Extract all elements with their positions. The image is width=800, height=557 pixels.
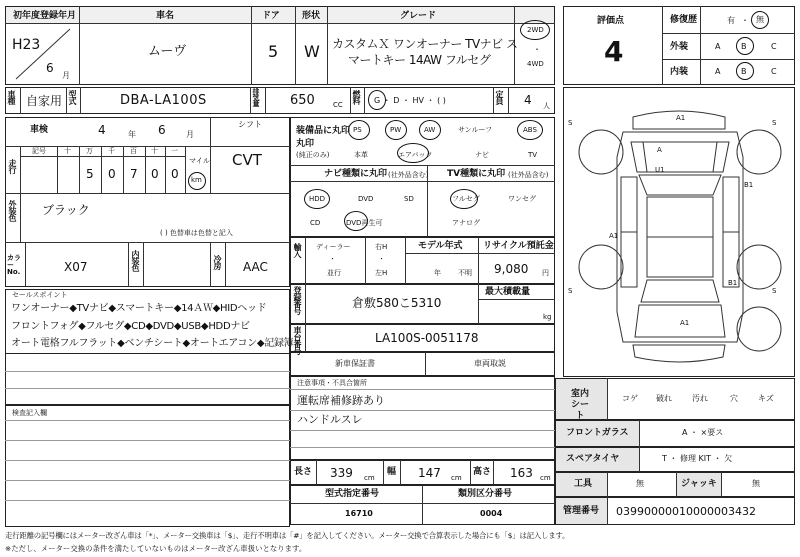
fuel-g-circle: [368, 90, 386, 110]
inspection-label: 車検: [30, 125, 49, 135]
model-label: 型式: [68, 90, 77, 104]
registration-value: 倉敷580こ5310: [352, 296, 442, 310]
footer-line-1: 走行距離の記号欄にはメーター改ざん車は「*」、メーター交換車は「$」、走行不明車は「#」を記入してください。メーター交換で合算表示した場合にも「$」は記入します。: [5, 531, 570, 540]
inspection-year-unit: 年: [128, 130, 136, 139]
diagram-u1: U1: [655, 166, 665, 174]
navi-sd: SD: [404, 195, 414, 203]
color-no-value: X07: [64, 260, 88, 274]
diagram-s-1: S: [568, 119, 573, 127]
diagram-a1-front: A1: [676, 114, 686, 122]
grade-line-1: カスタムＸ ワンオーナー TVナビ ス: [332, 37, 518, 51]
import-dot-2: ・: [378, 255, 385, 263]
mileage-header-0: 記号: [32, 147, 46, 155]
inspector-box: [5, 405, 290, 527]
model-year-unknown: 不明: [458, 269, 472, 277]
repair-dot: ・: [741, 16, 749, 25]
seat-tear: 破れ: [656, 394, 672, 403]
color-label: 外装色: [8, 200, 17, 221]
navi-sub: (社外品含む): [388, 171, 429, 179]
equip-airbag: エアバック: [398, 151, 433, 159]
navi-hdd: HDD: [309, 195, 326, 203]
first-reg-month-unit: 月: [62, 71, 70, 80]
sales-point-line-3: オート電格フルフラット◆ベンチシート◆オートエアコン◆記録簿: [11, 338, 294, 349]
type-no-value: 16710: [345, 509, 373, 518]
color-note: ( ) 色替車は色替と記入: [160, 229, 233, 237]
sales-point-line-2: フロントフォグ◆フルセグ◆CD◆DVD◆USB◆HDDナビ: [11, 321, 250, 332]
interior-color-label: 内装色: [131, 250, 140, 271]
first-reg-era: H23: [12, 37, 41, 53]
height-value: 163: [510, 466, 533, 480]
registration-label: 登録番号: [293, 286, 302, 314]
car-diagram: [563, 87, 795, 377]
import-label: 輸入: [293, 243, 302, 257]
displacement-value: 650: [290, 93, 315, 108]
chassis-value: LA100S-0051178: [375, 331, 479, 345]
diagram-a1-rear: A1: [680, 319, 690, 327]
drive-2wd: 2WD: [527, 26, 544, 34]
navi-dvd: DVD: [358, 195, 374, 203]
jack-label: ジャッキ: [681, 479, 717, 489]
max-load-label: 最大積載量: [485, 287, 531, 297]
usage-label: 車種: [7, 90, 16, 104]
import-dot: ・: [329, 255, 336, 263]
mileage-header-4: 百: [130, 147, 137, 155]
fuel-options: G ・ D ・ HV ・ ( ): [374, 96, 446, 105]
score-value: 4: [604, 35, 624, 68]
diagram-s-2: S: [772, 119, 777, 127]
equip-ps: PS: [353, 126, 362, 134]
first-reg-label: 初年度登録年月: [13, 11, 77, 21]
notes-label: 注意事項・不具合箇所: [297, 379, 367, 387]
mileage-label: 走行: [8, 159, 17, 173]
spec-row: [5, 87, 555, 114]
grade-label: グレード: [400, 11, 437, 21]
spare-tire-value: T ・ 修理 KIT ・ 欠: [662, 454, 733, 463]
tv-analog: アナログ: [452, 219, 480, 227]
equip-leather: 本革: [354, 151, 368, 159]
tools-label: 工具: [574, 479, 593, 489]
equipment-label: 装備品に丸印: [296, 126, 351, 136]
equip-navi: ナビ: [475, 151, 489, 159]
diagram-b1-rear: B1: [728, 279, 738, 287]
exterior-b: B: [741, 42, 747, 51]
height-unit: cm: [540, 474, 551, 482]
equip-sunroof: サンルーフ: [458, 126, 493, 134]
interior-c: C: [771, 67, 777, 76]
length-value: 339: [330, 466, 353, 480]
seat-hole: 穴: [730, 394, 738, 403]
import-dealer: ディーラー: [316, 243, 351, 251]
repair-label: 修復歴: [670, 15, 698, 25]
drive-4wd: 4WD: [527, 60, 544, 68]
width-label: 幅: [387, 467, 397, 477]
mileage-header-6: 一: [171, 147, 178, 155]
windshield-label: フロントガラス: [566, 428, 629, 438]
import-left-h: 左H: [375, 269, 388, 277]
mileage-unit: km: [191, 176, 202, 184]
blank-lines-box: [5, 354, 290, 405]
first-reg-month: 6: [46, 61, 54, 75]
model-year-unit: 年: [434, 269, 441, 277]
model-year-label: モデル年式: [418, 241, 463, 251]
ac-value: AAC: [243, 260, 268, 274]
doors-label: ドア: [262, 11, 280, 21]
shape-value: W: [304, 42, 320, 61]
equip-tv: TV: [528, 151, 538, 159]
inspection-month-unit: 月: [186, 130, 194, 139]
capacity-value: 4: [524, 93, 532, 107]
spare-tire-label: スペアタイヤ: [566, 454, 620, 464]
jack-value: 無: [752, 479, 760, 488]
recycle-label: リサイクル預託金: [483, 241, 554, 251]
mileage-digit-6: 0: [171, 167, 179, 181]
sales-point-line-1: ワンオーナー◆TVナビ◆スマートキー◆14ＡＷ◆HIDヘッド: [11, 303, 267, 314]
tv-oneseg: ワンセグ: [508, 195, 536, 203]
diagram-b1-right: B1: [744, 181, 754, 189]
equip-pw: PW: [390, 126, 402, 134]
mileage-unit-label: マイル: [189, 157, 210, 165]
drive-dot: ・: [533, 45, 541, 54]
windshield-value: A ・ ×要ス: [682, 428, 724, 437]
tv-fullseg: フルセグ: [452, 195, 480, 203]
mileage-header-5: 十: [151, 147, 158, 155]
diagram-s-4: S: [772, 287, 777, 295]
interior-a: A: [715, 67, 721, 76]
displacement-label: 排気量: [252, 88, 260, 106]
diagram-s-3: S: [568, 287, 573, 295]
car-name: ムーヴ: [148, 44, 187, 59]
diagram-a1-side: A1: [609, 232, 619, 240]
capacity-unit: 人: [543, 102, 550, 110]
exterior-a: A: [715, 42, 721, 51]
usage-value: 自家用: [26, 94, 63, 108]
warranty-row: [290, 352, 555, 376]
length-unit: cm: [364, 474, 375, 482]
score-label: 評価点: [597, 16, 625, 26]
inspection-month: 6: [158, 123, 166, 137]
grade-line-2: マートキー 14AW フルセグ: [348, 53, 491, 67]
navi-dvd-play: DVD再生可: [346, 219, 383, 227]
diagram-a: A: [657, 146, 662, 154]
type-no-label: 型式指定番号: [325, 489, 380, 499]
mileage-digit-4: 7: [130, 167, 138, 181]
navi-label: ナビ種類に丸印: [324, 169, 388, 179]
mileage-header-2: 万: [86, 147, 93, 155]
height-label: 高さ: [473, 467, 492, 477]
footer-line-2: ※ただし、メーター交換の条件を満たしていないものはメーター改ざん車扱いとなります。: [5, 544, 307, 553]
color-no-label: カラーNo.: [7, 254, 21, 276]
import-parallel: 並行: [327, 269, 341, 277]
navi-cd: CD: [310, 219, 321, 227]
max-load-unit: kg: [543, 313, 552, 321]
tools-value: 無: [636, 479, 644, 488]
mileage-digit-3: 0: [108, 167, 116, 181]
recycle-unit: 円: [542, 269, 549, 277]
displacement-unit: CC: [333, 101, 343, 109]
recycle-value: 9,080: [494, 262, 529, 276]
class-no-value: 0004: [480, 509, 503, 518]
width-value: 147: [418, 466, 441, 480]
tv-sub: (社外品含む): [508, 171, 549, 179]
interior-b: B: [741, 67, 747, 76]
seat-dirt: 汚れ: [692, 394, 708, 403]
note-line-1: 運転席補修跡あり: [297, 394, 385, 407]
capacity-label: 定員: [495, 90, 504, 104]
model-value: DBA-LA100S: [120, 93, 207, 108]
fuel-label: 燃料: [352, 90, 361, 104]
equipment-label-2: 丸印: [296, 139, 315, 149]
color-value: ブラック: [42, 203, 90, 217]
mileage-digit-2: 5: [86, 167, 94, 181]
car-name-label: 車名: [156, 11, 175, 21]
inspector-label: 検査記入欄: [12, 409, 47, 417]
interior-label: 内装: [670, 67, 689, 77]
shift-value: CVT: [232, 151, 262, 169]
note-line-2: ハンドルスレ: [297, 413, 363, 426]
sales-points-label: セールスポイント: [12, 291, 68, 299]
seat-burn: コゲ: [622, 394, 638, 403]
equip-aw: AW: [424, 126, 436, 134]
management-value: 03990000010000003432: [616, 505, 756, 518]
inspection-year: 4: [98, 123, 106, 137]
shape-label: 形状: [302, 11, 321, 21]
vehicle-manual: 車両取説: [474, 359, 506, 368]
equip-abs: ABS: [523, 126, 537, 134]
shift-label: シフト: [238, 120, 262, 129]
tv-label: TV種類に丸印: [447, 169, 506, 179]
chassis-label: 車台番号: [293, 326, 302, 354]
doors-value: 5: [268, 42, 279, 61]
length-label: 長さ: [294, 467, 313, 477]
repair-no: 無: [756, 15, 764, 24]
exterior-c: C: [771, 42, 777, 51]
equipment-sub: (純正のみ): [296, 151, 330, 159]
class-no-label: 類別区分番号: [458, 489, 513, 499]
width-unit: cm: [451, 474, 462, 482]
mileage-header-1: 十: [64, 147, 71, 155]
seat-scratch: キズ: [758, 394, 774, 403]
repair-yes: 有: [727, 16, 735, 25]
import-right-h: 右H: [375, 243, 388, 251]
ac-label: 冷房: [213, 255, 222, 269]
management-label: 管理番号: [563, 506, 600, 516]
new-warranty: 新車保証書: [335, 359, 375, 368]
mileage-header-3: 千: [108, 147, 115, 155]
exterior-label: 外装: [670, 42, 689, 52]
interior-seat-label: 室内シート: [570, 389, 589, 421]
mileage-digit-5: 0: [151, 167, 159, 181]
